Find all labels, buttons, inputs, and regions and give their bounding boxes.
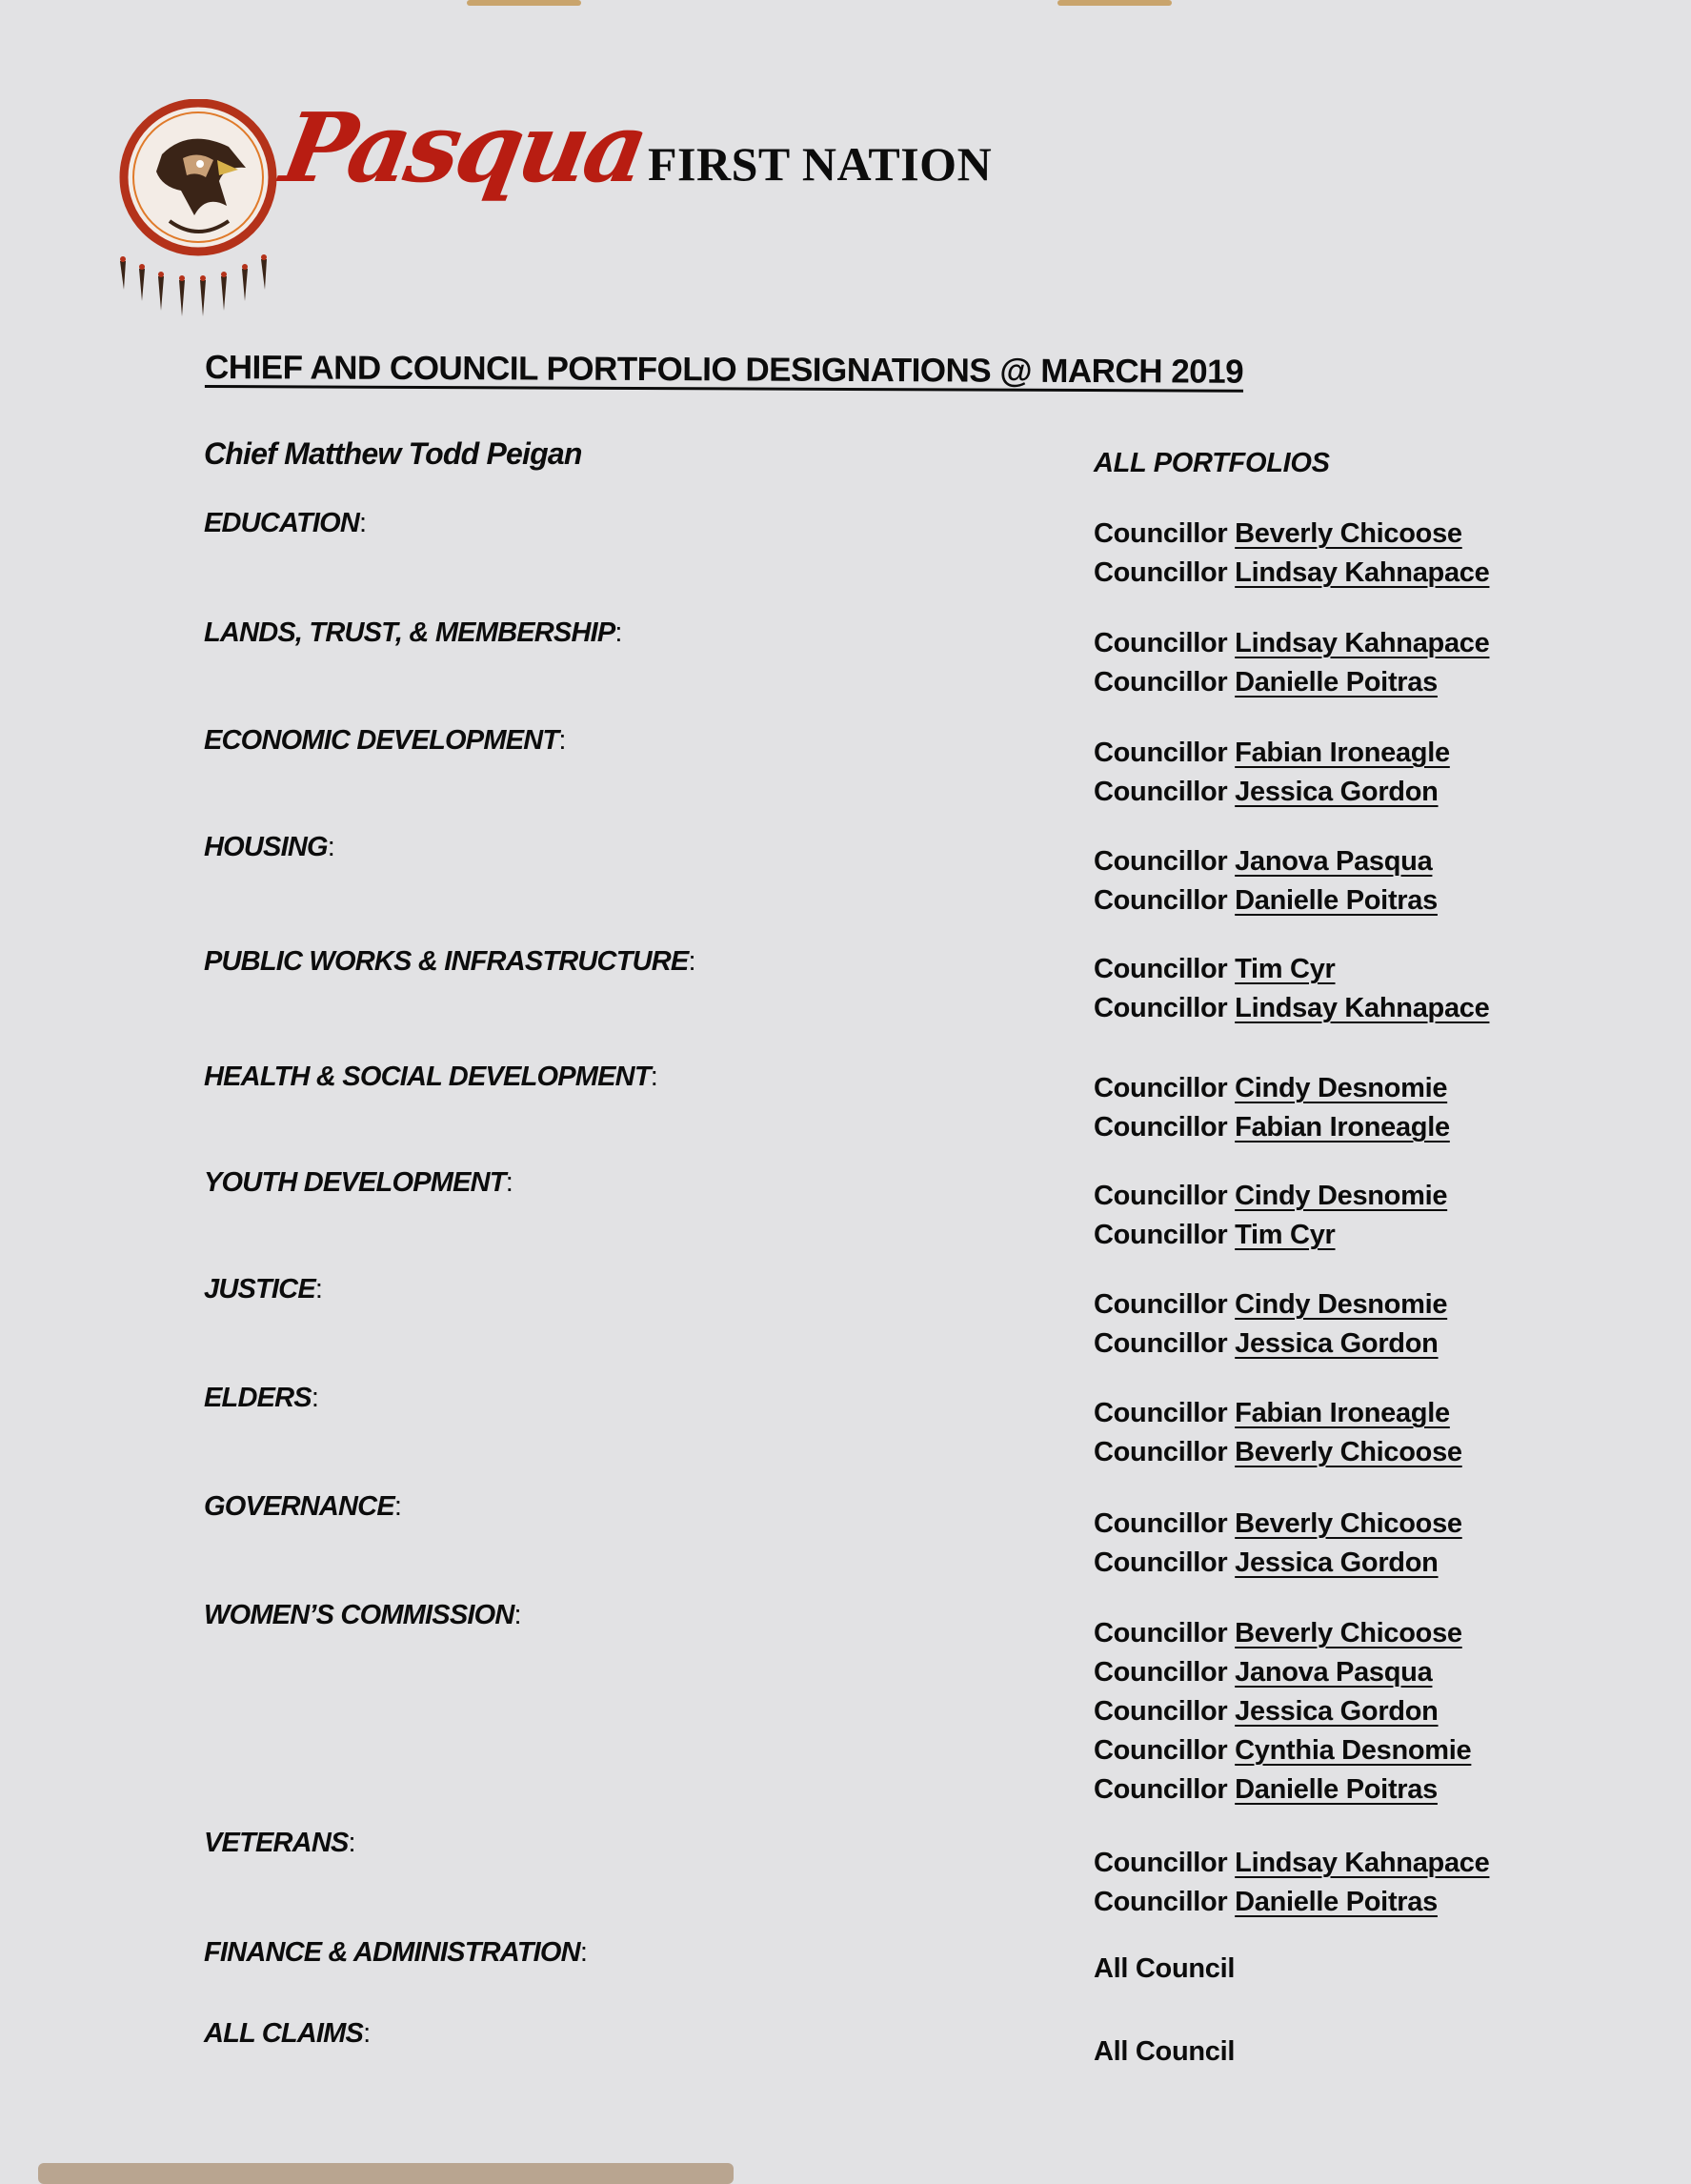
member-name: Janova Pasqua xyxy=(1235,846,1433,877)
member-line: Councillor Cindy Desnomie xyxy=(1094,1289,1448,1320)
logo-wordmark: Pasqua xyxy=(273,91,654,204)
member-line: Councillor Jessica Gordon xyxy=(1094,1328,1439,1359)
member-line: Councillor Danielle Poitras xyxy=(1094,667,1438,698)
member-line: Councillor Danielle Poitras xyxy=(1094,1887,1438,1917)
portfolio-label: JUSTICE: xyxy=(204,1274,323,1304)
portfolio-label: HOUSING: xyxy=(204,832,335,862)
member-name: Lindsay Kahnapace xyxy=(1235,557,1490,588)
member-line: Councillor Cindy Desnomie xyxy=(1094,1181,1448,1211)
member-name: Jessica Gordon xyxy=(1235,1328,1439,1359)
member-name: Beverly Chicoose xyxy=(1235,1508,1462,1539)
member-name: Janova Pasqua xyxy=(1235,1657,1433,1688)
portfolio-label: WOMEN’S COMMISSION: xyxy=(204,1600,521,1630)
portfolio-label: VETERANS: xyxy=(204,1828,355,1858)
assignment-line: All Council xyxy=(1094,2036,1236,2067)
member-name: Lindsay Kahnapace xyxy=(1235,993,1490,1023)
member-line: Councillor Jessica Gordon xyxy=(1094,777,1439,807)
portfolio-label: EDUCATION: xyxy=(204,508,367,538)
member-line: Councillor Lindsay Kahnapace xyxy=(1094,557,1490,588)
member-name: Fabian Ironeagle xyxy=(1235,738,1450,768)
member-name: Cynthia Desnomie xyxy=(1235,1735,1472,1766)
portfolio-label: GOVERNANCE: xyxy=(204,1491,402,1522)
portfolio-label: ECONOMIC DEVELOPMENT: xyxy=(204,725,566,756)
member-line: Councillor Beverly Chicoose xyxy=(1094,518,1462,549)
dreamcatcher-eagle-icon xyxy=(112,99,293,328)
portfolio-label: ALL CLAIMS: xyxy=(204,2018,371,2049)
member-line: Councillor Fabian Ironeagle xyxy=(1094,1398,1450,1428)
member-line: Councillor Janova Pasqua xyxy=(1094,846,1433,877)
member-line: Councillor Lindsay Kahnapace xyxy=(1094,993,1490,1023)
scan-edge-mark xyxy=(467,0,581,6)
member-line: Councillor Danielle Poitras xyxy=(1094,885,1438,916)
portfolio-label: PUBLIC WORKS & INFRASTRUCTURE: xyxy=(204,946,695,977)
member-line: Councillor Beverly Chicoose xyxy=(1094,1437,1462,1467)
member-name: Jessica Gordon xyxy=(1235,1547,1439,1578)
member-line: Councillor Fabian Ironeagle xyxy=(1094,738,1450,768)
member-name: Beverly Chicoose xyxy=(1235,1618,1462,1648)
assignment-line: All Council xyxy=(1094,1953,1236,1984)
member-line: Councillor Fabian Ironeagle xyxy=(1094,1112,1450,1143)
member-line: Councillor Beverly Chicoose xyxy=(1094,1618,1462,1648)
portfolio-label: YOUTH DEVELOPMENT: xyxy=(204,1167,513,1198)
member-line: Councillor Beverly Chicoose xyxy=(1094,1508,1462,1539)
member-name: Danielle Poitras xyxy=(1235,667,1438,698)
member-name: Fabian Ironeagle xyxy=(1235,1398,1450,1428)
member-name: Danielle Poitras xyxy=(1235,1774,1438,1805)
scan-edge-mark xyxy=(38,2163,734,2184)
member-name: Cindy Desnomie xyxy=(1235,1289,1448,1320)
logo-emblem xyxy=(112,99,293,328)
member-name: Beverly Chicoose xyxy=(1235,1437,1462,1467)
member-name: Lindsay Kahnapace xyxy=(1235,628,1490,658)
member-line: Councillor Janova Pasqua xyxy=(1094,1657,1433,1688)
member-name: Danielle Poitras xyxy=(1235,1887,1438,1917)
member-line: Councillor Lindsay Kahnapace xyxy=(1094,1848,1490,1878)
member-name: Beverly Chicoose xyxy=(1235,518,1462,549)
member-line: Councillor Lindsay Kahnapace xyxy=(1094,628,1490,658)
portfolio-label: HEALTH & SOCIAL DEVELOPMENT: xyxy=(204,1062,658,1092)
portfolio-label: ELDERS: xyxy=(204,1383,319,1413)
member-name: Cindy Desnomie xyxy=(1235,1073,1448,1103)
chief-name: Chief Matthew Todd Peigan xyxy=(204,436,582,471)
member-name: Tim Cyr xyxy=(1235,954,1336,984)
member-name: Tim Cyr xyxy=(1235,1220,1336,1250)
member-name: Cindy Desnomie xyxy=(1235,1181,1448,1211)
member-name: Fabian Ironeagle xyxy=(1235,1112,1450,1143)
scan-edge-mark xyxy=(1057,0,1172,6)
member-line: Councillor Cindy Desnomie xyxy=(1094,1073,1448,1103)
member-name: Danielle Poitras xyxy=(1235,885,1438,916)
member-line: Councillor Danielle Poitras xyxy=(1094,1774,1438,1805)
member-line: Councillor Jessica Gordon xyxy=(1094,1547,1439,1578)
portfolio-label: FINANCE & ADMINISTRATION: xyxy=(204,1937,588,1968)
document-title: CHIEF AND COUNCIL PORTFOLIO DESIGNATIONS @ MARCH 2019 xyxy=(204,349,1244,391)
member-name: Jessica Gordon xyxy=(1235,1696,1439,1727)
member-name: Jessica Gordon xyxy=(1235,777,1439,807)
member-name: Lindsay Kahnapace xyxy=(1235,1848,1490,1878)
portfolio-label: LANDS, TRUST, & MEMBERSHIP: xyxy=(204,617,622,648)
member-line: Councillor Cynthia Desnomie xyxy=(1094,1735,1472,1766)
chief-assignment: ALL PORTFOLIOS xyxy=(1094,448,1330,478)
member-line: Councillor Tim Cyr xyxy=(1094,954,1336,984)
nation-heading: FIRST NATION xyxy=(648,137,993,191)
member-line: Councillor Tim Cyr xyxy=(1094,1220,1336,1250)
member-line: Councillor Jessica Gordon xyxy=(1094,1696,1439,1727)
